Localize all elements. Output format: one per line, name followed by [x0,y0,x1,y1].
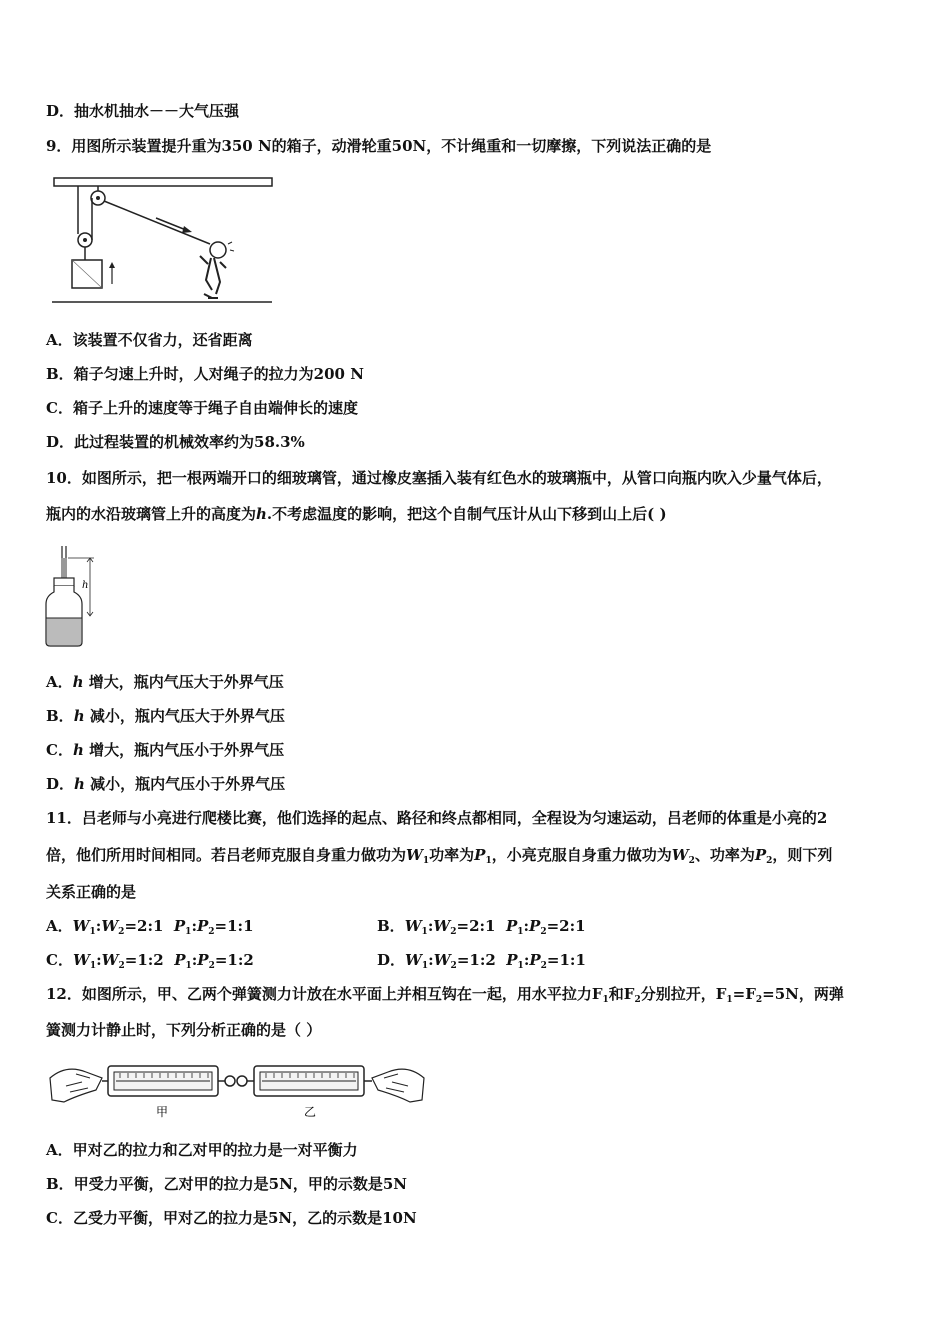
q12-stem-line1: 12．如图所示，甲、乙两个弹簧测力计放在水平面上并相互钩在一起，用水平拉力$F_1$和$F_2$分别拉开，$F_1=F_2=5N$，两弹 [46,985,844,1005]
q11-option-a: A．$W_1:W_2=2:1$ $P_1:P_2=1:1$ [46,917,254,937]
q12-option-b: B．甲受力平衡，乙对甲的拉力是5N，甲的示数是5N [46,1175,407,1193]
q11-option-c: C．$W_1:W_2=1:2$ $P_1:P_2=1:2$ [46,951,254,971]
q11-stem-line2: 倍，他们所用时间相同。若吕老师克服自身重力做功为$W_1$功率为$P_1$，小亮克服自身重力做功为$W_2$、功率为$P_2$，则下列 [46,846,833,866]
q12-option-c: C．乙受力平衡，甲对乙的拉力是5N，乙的示数是10N [46,1209,417,1227]
q10-stem-line1: 10．如图所示，把一根两端开口的细玻璃管，通过橡皮塞插入装有红色水的玻璃瓶中，从管口向瓶内吹入少量气体后， [46,469,832,487]
q11-option-b: B．$W_1:W_2=2:1$ $P_1:P_2=2:1$ [377,917,586,937]
q9-option-a: A．该装置不仅省力，还省距离 [46,331,253,349]
pulley-figure [48,172,276,312]
barometer-figure [44,544,104,650]
q10-option-b: B．h 减小，瓶内气压大于外界气压 [46,707,285,725]
q10-option-c: C．h 增大，瓶内气压小于外界气压 [46,741,285,759]
q9-option-c: C．箱子上升的速度等于绳子自由端伸长的速度 [46,399,358,417]
q11-option-d: D．$W_1:W_2=1:2$ $P_1:P_2=1:1$ [377,951,586,971]
height-label: h [82,580,89,591]
q12-stem-line2: 簧测力计静止时，下列分析正确的是（ ） [46,1021,322,1039]
q12-option-a: A．甲对乙的拉力和乙对甲的拉力是一对平衡力 [46,1141,358,1159]
scale-label-jia: 甲 [156,1105,169,1119]
q8-option-d: D．抽水机抽水－－大气压强 [46,102,240,120]
spring-scales-figure [46,1056,428,1122]
scale-label-yi: 乙 [304,1105,317,1119]
q9-option-b: B．箱子匀速上升时，人对绳子的拉力为200 N [46,365,364,383]
q10-stem-line2: 瓶内的水沿玻璃管上升的高度为h.不考虑温度的影响，把这个自制气压计从山下移到山上后( ) [46,505,667,523]
q9-stem: 9．用图所示装置提升重为350 N的箱子，动滑轮重50N，不计绳重和一切摩擦，下列说法正确的是 [46,137,712,155]
q10-option-a: A．h 增大，瓶内气压大于外界气压 [46,673,284,691]
q11-stem-line3: 关系正确的是 [46,883,137,901]
q10-option-d: D．h 减小，瓶内气压小于外界气压 [46,775,286,793]
q9-option-d: D．此过程装置的机械效率约为58.3% [46,433,305,451]
q11-stem-line1: 11．吕老师与小亮进行爬楼比赛，他们选择的起点、路径和终点都相同，全程设为匀速运动，吕老师的体重是小亮的2 [46,809,828,827]
